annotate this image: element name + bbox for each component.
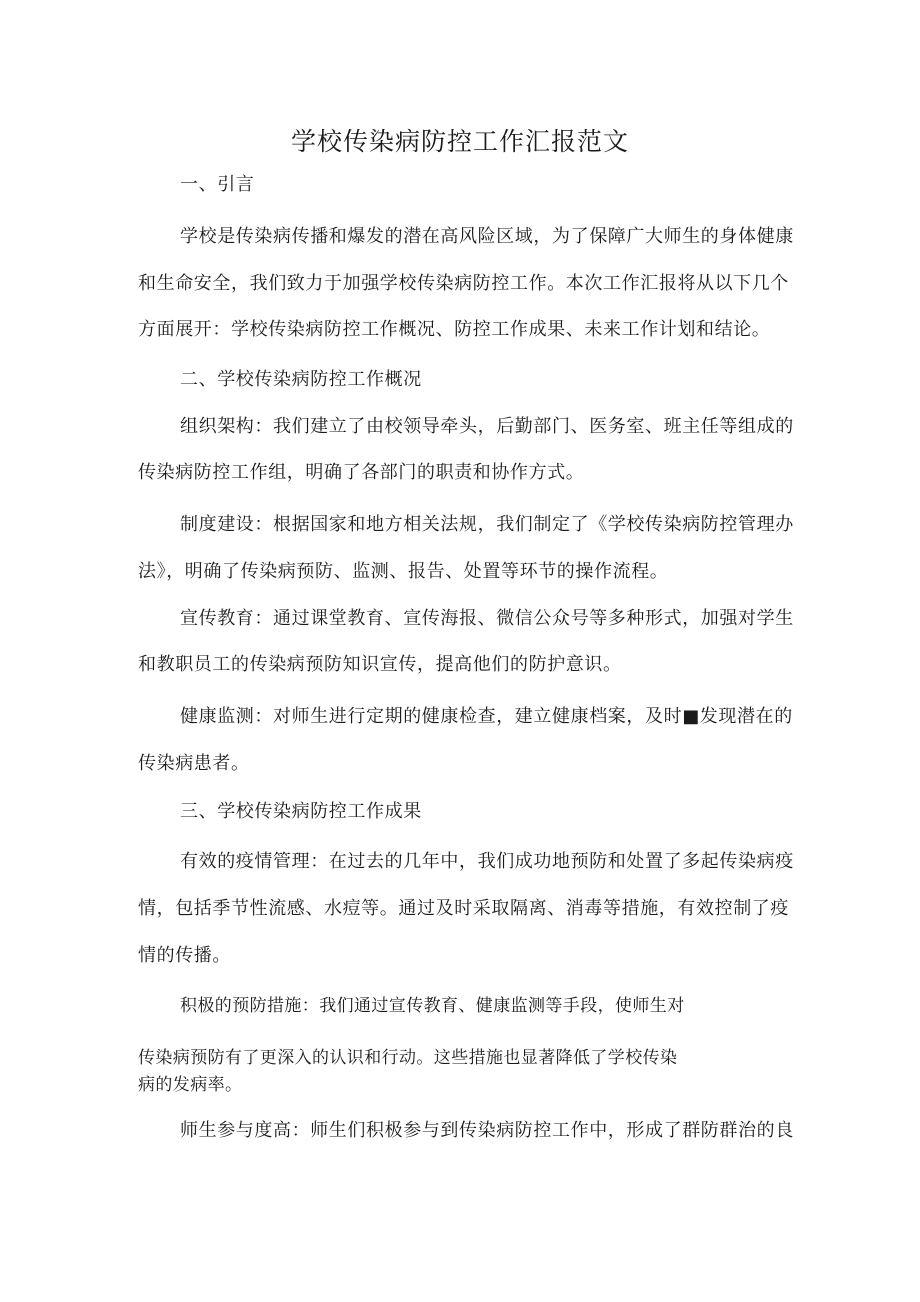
section-heading-intro: 一、引言 — [180, 174, 255, 195]
paragraph-line: 组织架构：我们建立了由校领导牵头，后勤部门、医务室、班主任等组成的 — [180, 416, 794, 437]
paragraph-line: 健康监测：对师生进行定期的健康检查，建立健康档案，及时■发现潜在的 — [180, 706, 793, 727]
paragraph-line: 积极的预防措施：我们通过宣传教育、健康监测等手段，使师生对 — [180, 996, 685, 1016]
paragraph-line: 学校是传染病传播和爆发的潜在高风险区域，为了保障广大师生的身体健康 — [180, 226, 794, 247]
paragraph-line: 师生参与度高：师生们积极参与到传染病防控工作中，形成了群防群治的良 — [180, 1120, 794, 1141]
paragraph-line: 情，包括季节性流感、水痘等。通过及时采取隔离、消毒等措施，有效控制了疫 — [138, 898, 789, 919]
paragraph-line: 传染病患者。 — [138, 753, 250, 774]
paragraph-line: 制度建设：根据国家和地方相关法规，我们制定了《学校传染病防控管理办 — [180, 514, 794, 535]
paragraph-line: 方面展开：学校传染病防控工作概况、防控工作成果、未来工作计划和结论。 — [138, 319, 771, 340]
paragraph-line: 宣传教育：通过课堂教育、宣传海报、微信公众号等多种形式，加强对学生 — [180, 608, 794, 629]
section-heading-overview: 二、学校传染病防控工作概况 — [180, 369, 422, 390]
section-heading-results: 三、学校传染病防控工作成果 — [180, 801, 422, 822]
paragraph-line: 和教职员工的传染病预防知识宣传，提高他们的防护意识。 — [138, 654, 622, 675]
paragraph-line: 传染病防控工作组，明确了各部门的职责和协作方式。 — [138, 462, 585, 483]
paragraph-line: 情的传播。 — [138, 945, 231, 966]
paragraph-line: 有效的疫情管理：在过去的几年中，我们成功地预防和处置了多起传染病疫 — [180, 851, 794, 872]
paragraph-line: 病的发病率。 — [138, 1075, 243, 1095]
paragraph-line: 和生命安全，我们致力于加强学校传染病防控工作。本次工作汇报将从以下几个 — [138, 273, 789, 294]
paragraph-line: 法》，明确了传染病预防、监测、报告、处置等环节的操作流程。 — [138, 561, 669, 582]
document-title: 学校传染病防控工作汇报范文 — [290, 127, 629, 156]
paragraph-line: 传染病预防有了更深入的认识和行动。这些措施也显著降低了学校传染 — [138, 1048, 678, 1068]
